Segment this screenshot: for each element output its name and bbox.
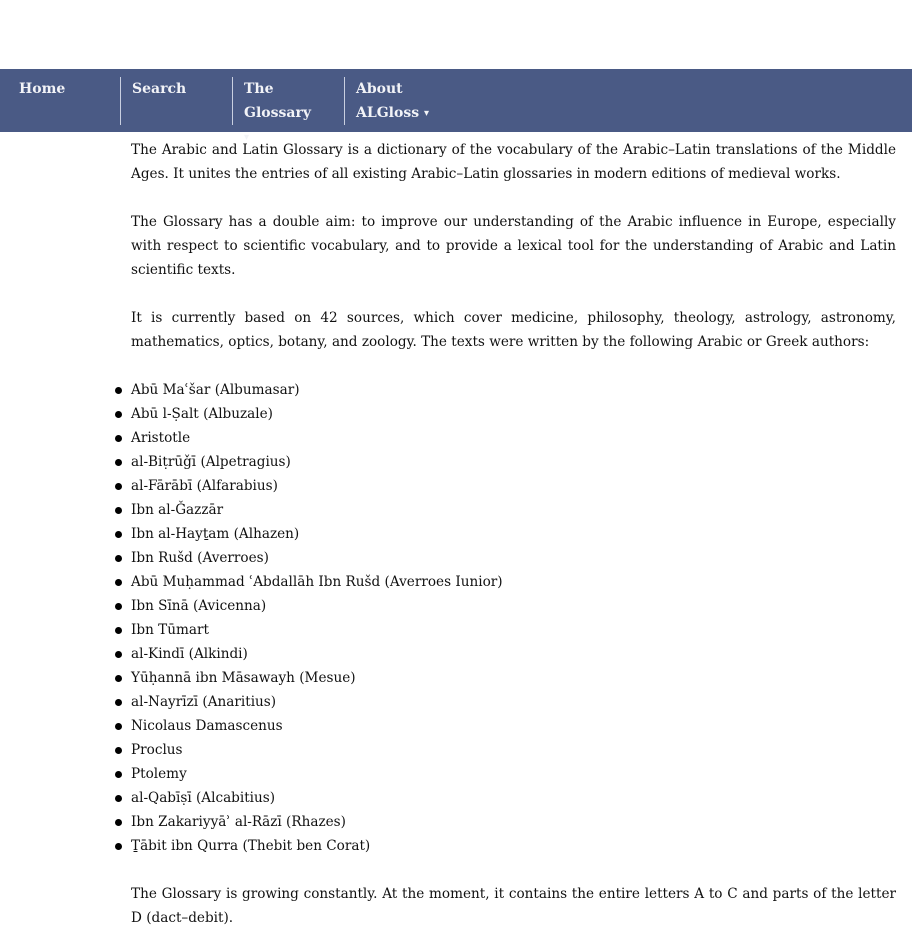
- author-name: Ibn al-Hayṯam (Alhazen): [131, 526, 300, 542]
- bullet-icon: [115, 387, 122, 394]
- author-name: Proclus: [131, 742, 183, 758]
- author-name: al-Qabīṣī (Alcabitius): [131, 790, 276, 806]
- bullet-icon: [115, 819, 122, 826]
- bullet-icon: [115, 795, 122, 802]
- author-item: [131, 594, 896, 618]
- author-name: al-Kindī (Alkindi): [131, 646, 248, 662]
- author-item: [131, 426, 896, 450]
- nav-search[interactable]: [120, 77, 232, 125]
- author-name: Ṯābit ibn Qurra (Thebit ben Corat): [131, 838, 371, 854]
- intro-paragraph: The Arabic and Latin Glossary is a dictionary of the vocabulary of the Arabic–Latin translations of the Middle Ages. It unites the entries of all existing Arabic–Latin glossaries in modern editions of medieval works.: [131, 142, 896, 182]
- author-name: Abū l-Ṣalt (Albuzale): [131, 406, 273, 422]
- author-name: Abū Maʿšar (Albumasar): [131, 382, 300, 398]
- author-name: Ibn Rušd (Averroes): [131, 550, 269, 566]
- author-item: [131, 402, 896, 426]
- author-name: Yūḥannā ibn Māsawayh (Mesue): [131, 670, 356, 686]
- nav-about-dropdown[interactable]: [344, 77, 456, 125]
- bullet-icon: [115, 723, 122, 730]
- bullet-icon: [115, 411, 122, 418]
- bullet-icon: [115, 483, 122, 490]
- bullet-icon: [115, 579, 122, 586]
- author-item: [131, 642, 896, 666]
- author-item: [131, 834, 896, 858]
- author-name: Ibn Tūmart: [131, 622, 209, 638]
- author-item: [131, 762, 896, 786]
- author-item: [131, 810, 896, 834]
- bullet-icon: [115, 459, 122, 466]
- author-name: Aristotle: [131, 430, 191, 446]
- bullet-icon: [115, 435, 122, 442]
- nav-glossary-label: The Glossary: [244, 81, 311, 121]
- bullet-icon: [115, 651, 122, 658]
- nav-about-label: About: [356, 81, 403, 97]
- bullet-icon: [115, 507, 122, 514]
- bullet-icon: [115, 747, 122, 754]
- bullet-icon: [115, 627, 122, 634]
- bullet-icon: [115, 843, 122, 850]
- chevron-down-icon: ▾: [244, 132, 250, 143]
- nav-home-label: Home: [19, 81, 66, 97]
- author-name: Ibn al-Ǧazzār: [131, 502, 224, 518]
- sources-paragraph: It is currently based on 42 sources, which cover medicine, philosophy, theology, astrology, astronomy, mathematics, optics, botany, and zoology. The texts were written by the following Arabic or Greek authors:: [131, 310, 896, 350]
- author-name: al-Fārābī (Alfarabius): [131, 478, 278, 494]
- nav-about-label-line2: ALGloss: [356, 105, 420, 121]
- top-navbar: [0, 69, 912, 143]
- author-item: [131, 786, 896, 810]
- nav-search-label: Search: [132, 81, 187, 97]
- bullet-icon: [115, 555, 122, 562]
- author-item: [131, 618, 896, 642]
- authors-list: [131, 378, 896, 858]
- chevron-down-icon: ▾: [423, 108, 429, 119]
- author-item: [131, 690, 896, 714]
- bullet-icon: [115, 531, 122, 538]
- author-name: Ibn Zakariyyāʾ al-Rāzī (Rhazes): [131, 814, 346, 830]
- nav-home[interactable]: [8, 77, 120, 125]
- author-item: [131, 570, 896, 594]
- main-content: [131, 138, 896, 952]
- bullet-icon: [115, 603, 122, 610]
- author-name: al-Nayrīzī (Anaritius): [131, 694, 277, 710]
- author-item: [131, 714, 896, 738]
- author-item: [131, 666, 896, 690]
- bullet-icon: [115, 771, 122, 778]
- author-item: [131, 498, 896, 522]
- author-name: Ibn Sīnā (Avicenna): [131, 598, 267, 614]
- author-item: [131, 546, 896, 570]
- bullet-icon: [115, 699, 122, 706]
- bullet-icon: [115, 675, 122, 682]
- author-item: [131, 450, 896, 474]
- author-name: Nicolaus Damascenus: [131, 718, 283, 734]
- author-item: [131, 738, 896, 762]
- author-item: [131, 474, 896, 498]
- author-item: [131, 378, 896, 402]
- author-name: al-Biṭrūǧī (Alpetragius): [131, 454, 291, 470]
- status-paragraph: The Glossary is growing constantly. At the moment, it contains the entire letters A to C and parts of the letter D (dact–debit).: [131, 886, 896, 926]
- nav-glossary-dropdown[interactable]: [232, 77, 344, 143]
- author-item: [131, 522, 896, 546]
- aim-paragraph: The Glossary has a double aim: to improve our understanding of the Arabic influence in Europe, especially with respect to scientific vocabulary, and to provide a lexical tool for the understanding of Arabic and Latin scientific texts.: [131, 214, 896, 278]
- author-name: Abū Muḥammad ʿAbdallāh Ibn Rušd (Averroes Iunior): [131, 574, 503, 590]
- author-name: Ptolemy: [131, 766, 187, 782]
